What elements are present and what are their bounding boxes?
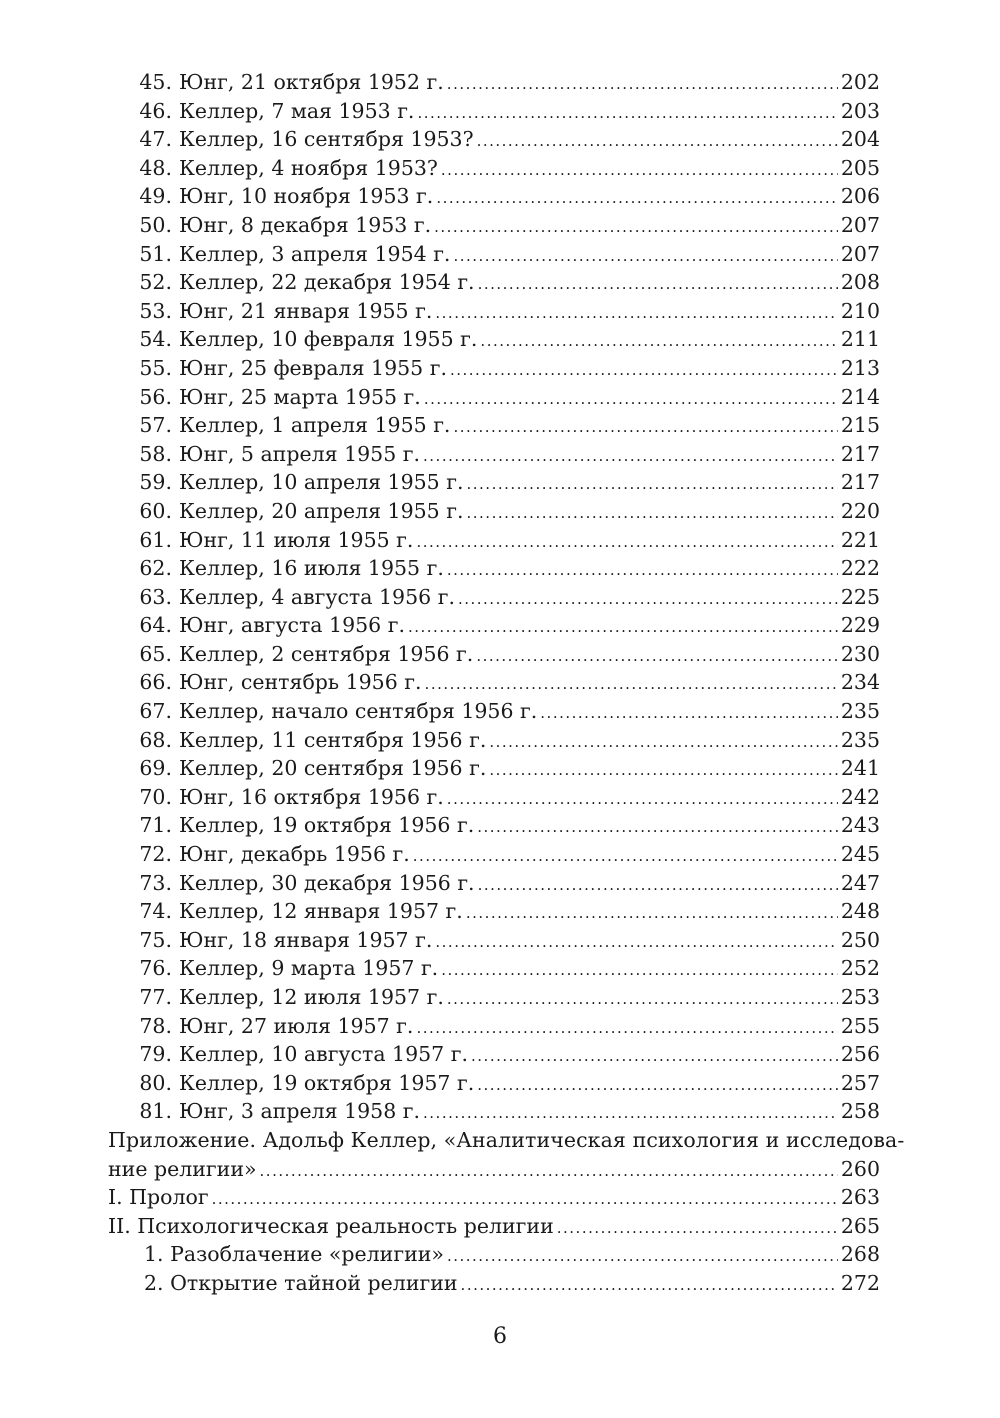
- entry-title: Келлер, 12 июля 1957 г.: [179, 985, 444, 1009]
- toc-entry: [108, 668, 880, 697]
- entry-title: Келлер, 20 сентября 1956 г.: [179, 756, 487, 781]
- leader-dots: [477, 813, 838, 842]
- entry-page: 213: [840, 355, 880, 380]
- toc-entry: [108, 240, 880, 269]
- leader-dots: [436, 184, 838, 213]
- entry-number: 69.: [139, 756, 172, 781]
- leader-dots: [416, 1014, 837, 1043]
- entry-number: 52.: [139, 270, 172, 295]
- entry-page: 229: [840, 613, 880, 638]
- toc-entry: [108, 611, 880, 640]
- leader-dots: [466, 899, 838, 928]
- toc-entry: [108, 983, 880, 1012]
- appendix-title-line2-row: [108, 1155, 880, 1184]
- entry-number: 76.: [139, 956, 172, 981]
- leader-dots: [423, 442, 838, 471]
- entry-title: Юнг, 27 июля 1957 г.: [179, 1013, 414, 1038]
- entry-number: 54.: [139, 327, 172, 352]
- entry-number: 70.: [139, 784, 172, 809]
- leader-dots: [450, 356, 838, 385]
- toc-entry: [108, 182, 880, 211]
- entry-number: 73.: [139, 870, 172, 895]
- toc-entry: [108, 297, 880, 326]
- toc-entry: [108, 268, 880, 297]
- leader-dots: [447, 556, 838, 585]
- entry-page: 241: [840, 756, 880, 781]
- entry-number: 56.: [139, 384, 172, 409]
- subsection-title: 2. Открытие тайной религии: [144, 1270, 458, 1295]
- entry-page: 247: [840, 870, 880, 895]
- toc-entry: [108, 640, 880, 669]
- toc-entry: [108, 354, 880, 383]
- entry-page: 206: [840, 184, 880, 209]
- entry-number: 49.: [139, 184, 172, 209]
- toc-entry: [108, 897, 880, 926]
- leader-dots: [489, 756, 838, 785]
- entry-title: Келлер, 4 ноября 1953?: [179, 155, 438, 180]
- entry-page: 210: [840, 298, 880, 323]
- leader-dots: [453, 413, 837, 442]
- toc-entry: [108, 583, 880, 612]
- leader-dots: [447, 1242, 838, 1271]
- leader-dots: [423, 1099, 838, 1128]
- entry-page: 256: [840, 1042, 880, 1067]
- entry-number: 53.: [139, 298, 172, 323]
- entry-number: 57.: [139, 413, 172, 438]
- section-entry: [108, 1212, 880, 1241]
- entry-page: 208: [840, 270, 880, 295]
- entry-title: Юнг, 25 февраля 1955 г.: [179, 355, 447, 380]
- entry-page: 217: [840, 441, 880, 466]
- entry-page: 215: [840, 413, 880, 438]
- entry-page: 235: [840, 727, 880, 752]
- entry-page: 225: [840, 584, 880, 609]
- entry-title: Келлер, 7 мая 1953 г.: [179, 98, 415, 123]
- leader-dots: [467, 499, 838, 528]
- toc-entry: [108, 954, 880, 983]
- leader-dots: [424, 385, 838, 414]
- toc-entry: [108, 840, 880, 869]
- leader-dots: [447, 70, 838, 99]
- entry-page: 243: [840, 813, 880, 838]
- entry-number: 66.: [139, 670, 172, 695]
- entry-page: 205: [840, 155, 880, 180]
- entry-title: Юнг, 18 января 1957 г.: [179, 927, 433, 952]
- entry-title: Юнг, 21 октября 1952 г.: [179, 70, 444, 94]
- entry-title: Юнг, августа 1956 г.: [179, 613, 405, 638]
- entry-page: 204: [840, 127, 880, 152]
- leader-dots: [471, 1042, 838, 1071]
- letters-list: [108, 68, 880, 1126]
- leader-dots: [425, 670, 838, 699]
- entry-number: 71.: [139, 813, 172, 838]
- entry-number: 65.: [139, 641, 172, 666]
- entry-number: 74.: [139, 899, 172, 924]
- entry-title: Келлер, 1 апреля 1955 г.: [179, 413, 451, 438]
- section-title: I. Пролог: [108, 1185, 209, 1210]
- entry-number: 47.: [139, 127, 172, 152]
- leader-dots: [408, 613, 838, 642]
- leader-dots: [540, 699, 838, 728]
- entry-title: Юнг, 8 декабря 1953 г.: [179, 212, 432, 237]
- entry-number: 45.: [139, 70, 172, 94]
- entry-page: 207: [840, 241, 880, 266]
- subsection-page: 272: [840, 1270, 880, 1295]
- entry-page: 211: [840, 327, 880, 352]
- toc-entry: [108, 1097, 880, 1126]
- entry-title: Келлер, 16 сентября 1953?: [179, 127, 474, 152]
- entry-number: 75.: [139, 927, 172, 952]
- section-page: 265: [840, 1213, 880, 1238]
- entry-page: 257: [840, 1070, 880, 1095]
- entry-page: 252: [840, 956, 880, 981]
- entry-title: Келлер, 19 октября 1956 г.: [179, 813, 475, 838]
- entry-title: Юнг, 10 ноября 1953 г.: [179, 184, 434, 209]
- entry-page: 250: [840, 927, 880, 952]
- entry-number: 72.: [139, 842, 172, 867]
- toc-entry: [108, 125, 880, 154]
- entry-number: 77.: [139, 985, 172, 1009]
- entry-page: 230: [840, 641, 880, 666]
- toc-entry: [108, 1040, 880, 1069]
- toc-entry: [108, 1012, 880, 1041]
- toc-entry: [108, 554, 880, 583]
- entry-number: 68.: [139, 727, 172, 752]
- leader-dots: [458, 585, 838, 614]
- toc-entry: [108, 325, 880, 354]
- entry-title: Келлер, 11 сентября 1956 г.: [179, 727, 487, 752]
- entry-number: 78.: [139, 1013, 172, 1038]
- entry-title: Келлер, 3 апреля 1954 г.: [179, 241, 451, 266]
- entry-page: 234: [840, 670, 880, 695]
- entry-page: 253: [840, 985, 880, 1009]
- section-page: 263: [840, 1185, 880, 1210]
- entry-number: 64.: [139, 613, 172, 638]
- appendix-title-line2: ние религии»: [108, 1156, 257, 1181]
- subsection-title: 1. Разоблачение «религии»: [144, 1242, 444, 1267]
- leader-dots: [417, 99, 837, 128]
- toc-entry: [108, 440, 880, 469]
- leader-dots: [435, 928, 837, 957]
- entry-number: 80.: [139, 1070, 172, 1095]
- entry-page: 203: [840, 98, 880, 123]
- toc-entry: [108, 97, 880, 126]
- entry-page: 202: [840, 70, 880, 94]
- entry-number: 55.: [139, 355, 172, 380]
- entry-title: Келлер, 12 января 1957 г.: [179, 899, 463, 924]
- entry-title: Келлер, 10 апреля 1955 г.: [179, 470, 464, 495]
- section-entry: [108, 1183, 880, 1212]
- appendix-entry: [108, 1126, 905, 1183]
- leader-dots: [476, 642, 838, 671]
- leader-dots: [477, 1071, 838, 1100]
- leader-dots: [557, 1214, 838, 1243]
- entry-title: Келлер, 19 октября 1957 г.: [179, 1070, 475, 1095]
- leader-dots: [478, 270, 838, 299]
- entry-page: 220: [840, 498, 880, 523]
- section-title: II. Психологическая реальность религии: [108, 1213, 554, 1238]
- entry-number: 61.: [139, 527, 172, 552]
- leader-dots: [447, 985, 838, 1014]
- leader-dots: [416, 528, 837, 557]
- entry-number: 67.: [139, 699, 172, 724]
- entry-number: 50.: [139, 212, 172, 237]
- entry-title: Келлер, начало сентября 1956 г.: [179, 699, 538, 724]
- entry-number: 63.: [139, 584, 172, 609]
- toc-entry: [108, 926, 880, 955]
- leader-dots: [441, 156, 838, 185]
- leader-dots: [477, 127, 838, 156]
- leader-dots: [260, 1157, 838, 1186]
- toc-entry: [108, 68, 880, 97]
- toc-entry: [108, 154, 880, 183]
- leader-dots: [453, 242, 837, 271]
- entry-page: 235: [840, 699, 880, 724]
- toc-entry: [108, 383, 880, 412]
- entry-number: 62.: [139, 556, 172, 581]
- entry-title: Келлер, 2 сентября 1956 г.: [179, 641, 474, 666]
- toc-entry: [108, 726, 880, 755]
- entry-page: 214: [840, 384, 880, 409]
- subsection-entry: [108, 1240, 880, 1269]
- leader-dots: [413, 842, 838, 871]
- toc-entry: [108, 869, 880, 898]
- entry-title: Юнг, сентябрь 1956 г.: [179, 670, 422, 695]
- entry-page: 222: [840, 556, 880, 581]
- toc-entry: [108, 497, 880, 526]
- subsection-page: 268: [840, 1242, 880, 1267]
- entry-number: 51.: [139, 241, 172, 266]
- entry-title: Юнг, 21 января 1955 г.: [179, 298, 433, 323]
- leader-dots: [489, 728, 838, 757]
- toc-entry: [108, 468, 880, 497]
- leader-dots: [434, 213, 838, 242]
- appendix-page: 260: [840, 1156, 880, 1181]
- entry-title: Келлер, 4 августа 1956 г.: [179, 584, 455, 609]
- entry-number: 58.: [139, 441, 172, 466]
- entry-number: 48.: [139, 155, 172, 180]
- entry-title: Келлер, 16 июля 1955 г.: [179, 556, 444, 581]
- entry-title: Келлер, 9 марта 1957 г.: [179, 956, 439, 981]
- entry-page: 245: [840, 842, 880, 867]
- entry-title: Юнг, 3 апреля 1958 г.: [179, 1099, 421, 1124]
- entry-number: 46.: [139, 98, 172, 123]
- leader-dots: [480, 327, 837, 356]
- entry-page: 255: [840, 1013, 880, 1038]
- entry-number: 60.: [139, 498, 172, 523]
- entry-number: 79.: [139, 1042, 172, 1067]
- entry-number: 81.: [139, 1099, 172, 1124]
- leader-dots: [212, 1185, 838, 1214]
- toc-entry: [108, 754, 880, 783]
- table-of-contents: [108, 68, 905, 1298]
- leader-dots: [441, 956, 838, 985]
- leader-dots: [467, 470, 838, 499]
- page-number: 6: [493, 1324, 507, 1349]
- entry-title: Келлер, 10 февраля 1955 г.: [179, 327, 478, 352]
- leader-dots: [461, 1271, 838, 1300]
- toc-entry: [108, 1069, 880, 1098]
- entry-title: Юнг, декабрь 1956 г.: [179, 842, 410, 867]
- entry-title: Юнг, 16 октября 1956 г.: [179, 784, 444, 809]
- toc-entry: [108, 811, 880, 840]
- leader-dots: [478, 871, 838, 900]
- entry-title: Юнг, 11 июля 1955 г.: [179, 527, 414, 552]
- entry-page: 242: [840, 784, 880, 809]
- leader-dots: [447, 785, 838, 814]
- entry-title: Келлер, 22 декабря 1954 г.: [179, 270, 475, 295]
- entry-page: 221: [840, 527, 880, 552]
- entry-page: 207: [840, 212, 880, 237]
- entry-number: 59.: [139, 470, 172, 495]
- toc-entry: [108, 783, 880, 812]
- toc-entry: [108, 697, 880, 726]
- toc-entry: [108, 526, 880, 555]
- entry-page: 217: [840, 470, 880, 495]
- entry-page: 258: [840, 1099, 880, 1124]
- entry-title: Юнг, 25 марта 1955 г.: [179, 384, 421, 409]
- entry-title: Келлер, 20 апреля 1955 г.: [179, 498, 464, 523]
- appendix-title-line1: Приложение. Адольф Келлер, «Аналитическая психология и исследова-: [108, 1127, 905, 1152]
- entry-page: 248: [840, 899, 880, 924]
- toc-entry: [108, 411, 880, 440]
- leader-dots: [435, 299, 837, 328]
- entry-title: Келлер, 10 августа 1957 г.: [179, 1042, 469, 1067]
- toc-entry: [108, 211, 880, 240]
- entry-title: Юнг, 5 апреля 1955 г.: [179, 441, 421, 466]
- subsection-entry: [108, 1269, 880, 1298]
- entry-title: Келлер, 30 декабря 1956 г.: [179, 870, 475, 895]
